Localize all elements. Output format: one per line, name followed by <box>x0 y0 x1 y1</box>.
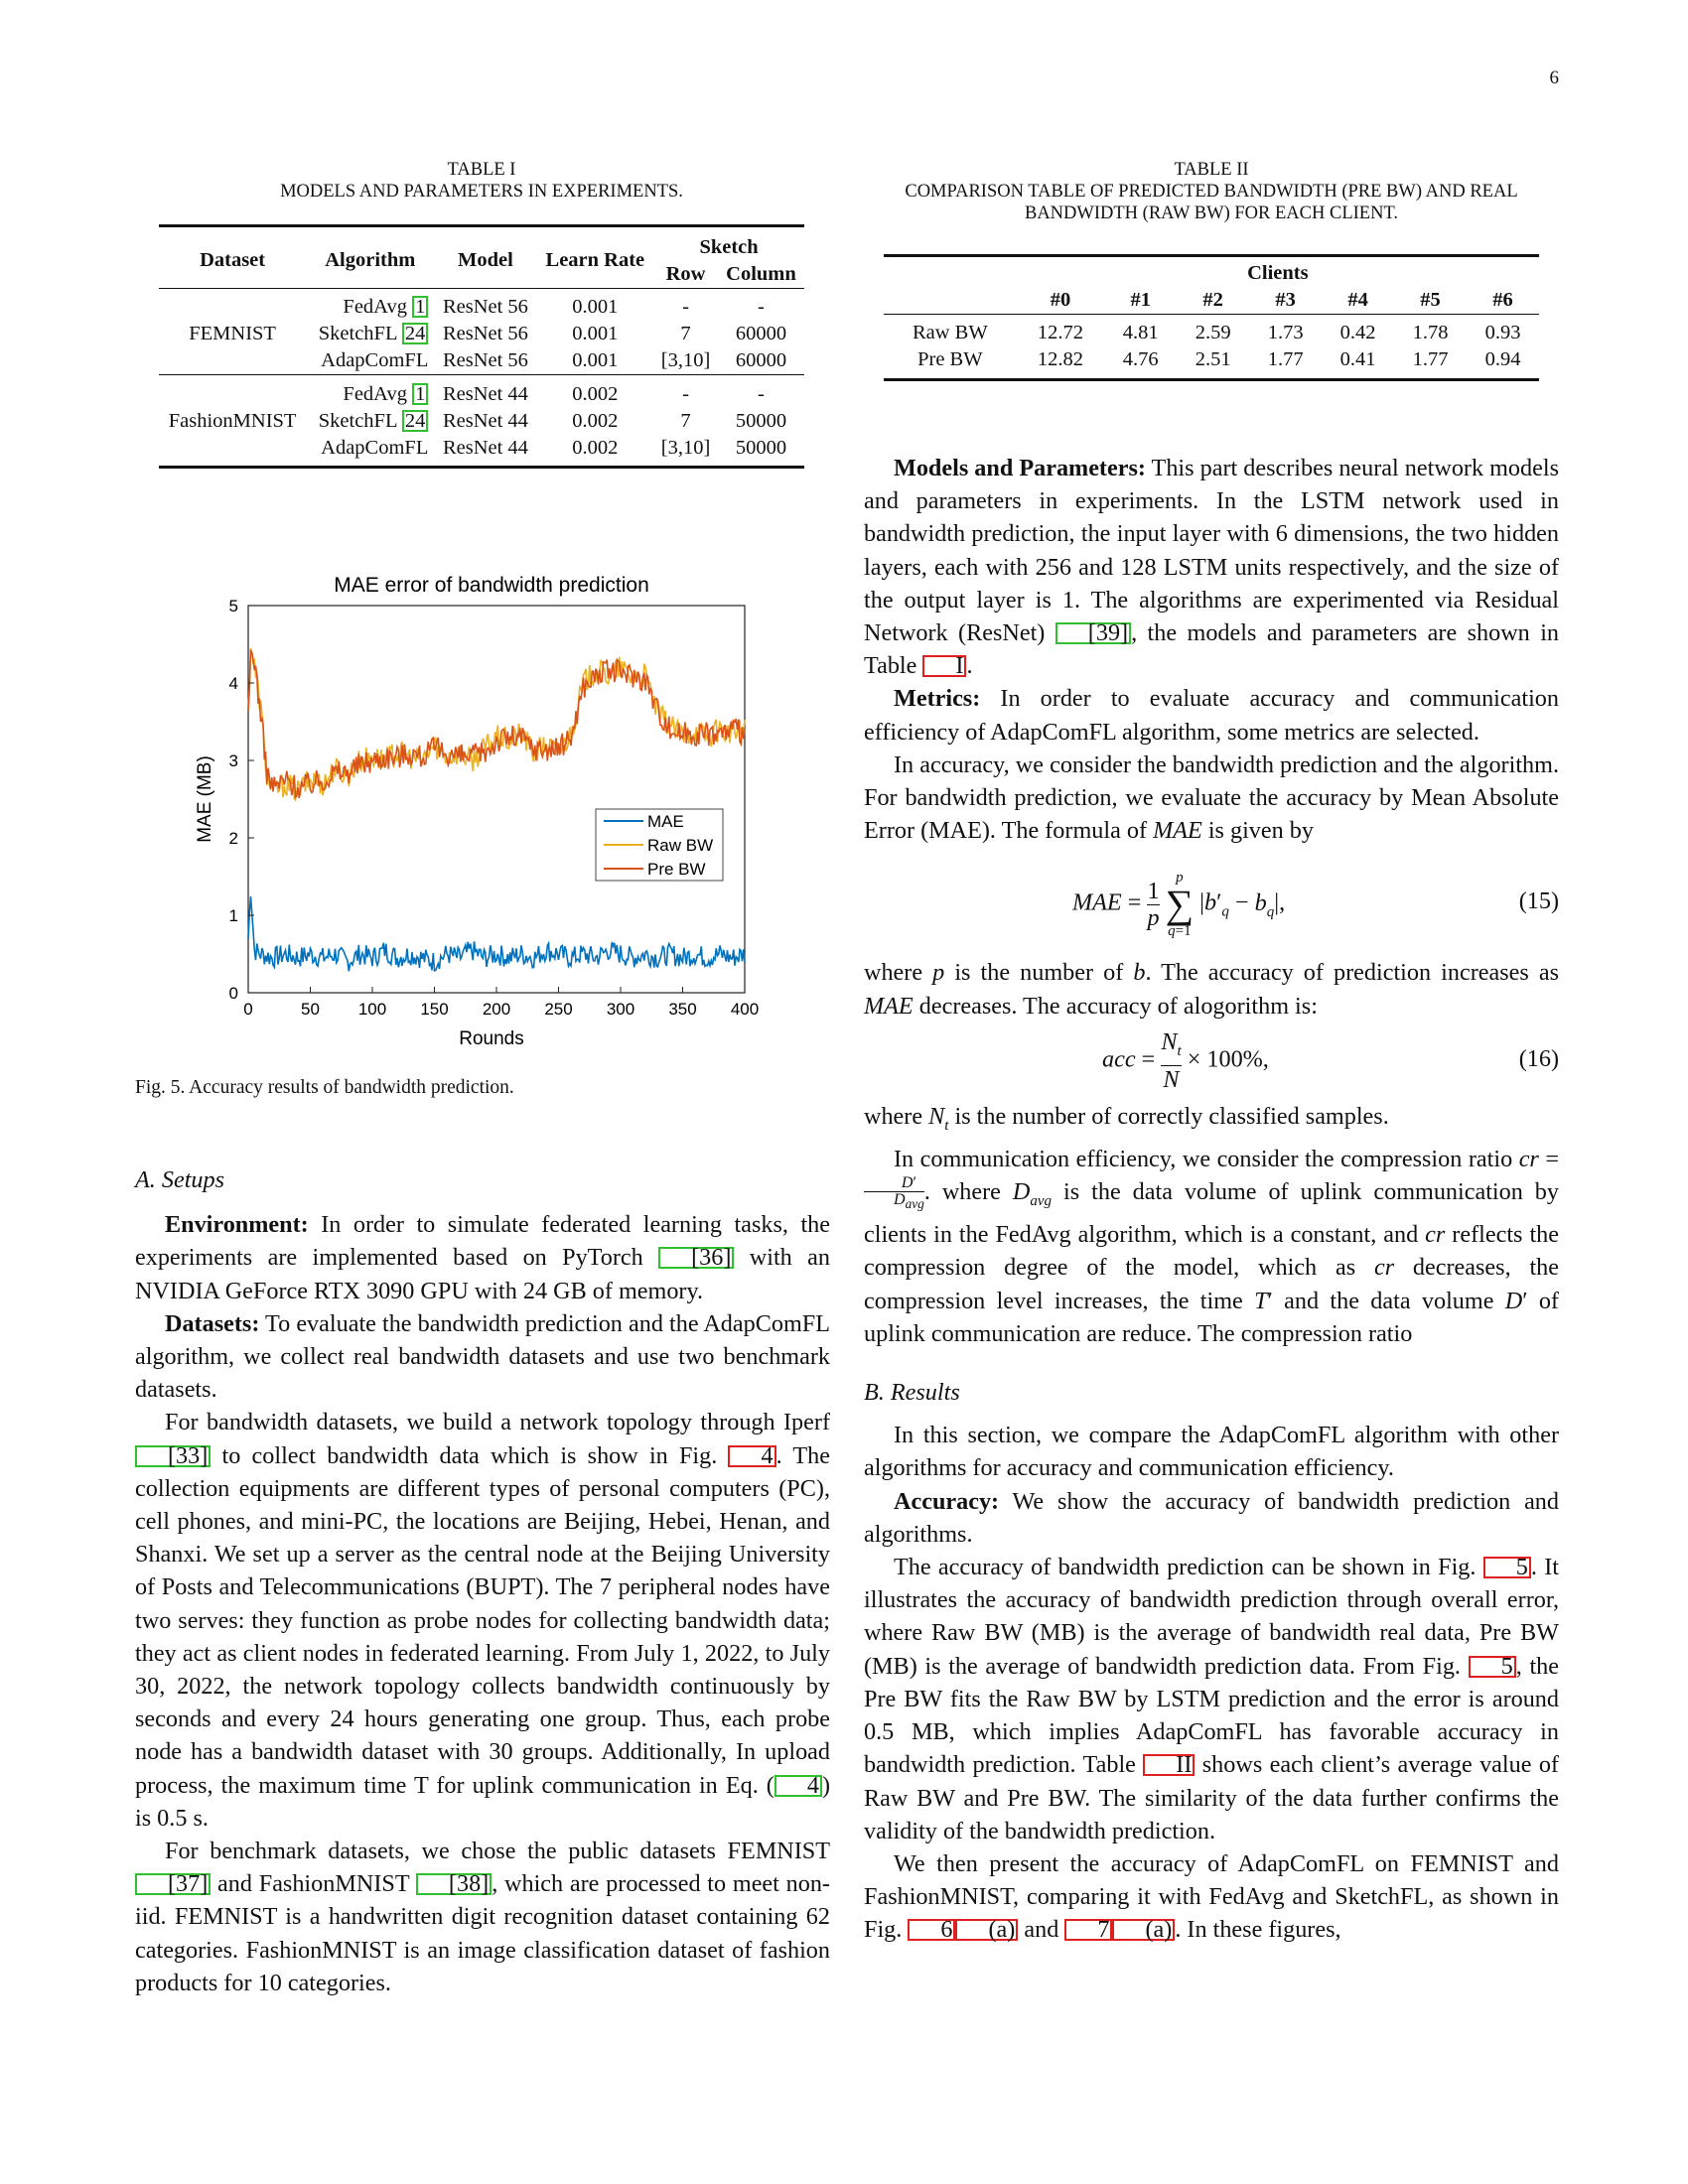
x-tick-label: 300 <box>606 1000 635 1019</box>
table-cell: 1.73 <box>1267 322 1304 343</box>
mae-chart <box>179 566 794 1052</box>
y-tick-label: 4 <box>228 674 238 693</box>
table-cell-algorithm: FedAvg 1 <box>306 381 434 408</box>
table-1-header-learn-rate: Learn Rate <box>545 249 645 271</box>
table-cell-column: 60000 <box>735 323 787 344</box>
table-2-label: TABLE II <box>1174 160 1249 180</box>
table-cell-model: ResNet 56 <box>442 323 528 344</box>
table-cell: 2.59 <box>1195 322 1231 343</box>
citation-link[interactable]: 1 <box>412 383 428 405</box>
table-cell-row: - <box>682 382 689 405</box>
chart-title: MAE error of bandwidth prediction <box>334 574 649 597</box>
x-tick-label: 100 <box>357 1000 387 1019</box>
table-row-label: Pre BW <box>917 348 983 370</box>
x-tick-label: 150 <box>420 1000 449 1019</box>
legend-label-mae: MAE <box>647 812 684 831</box>
y-tick-label: 3 <box>228 751 238 770</box>
paragraph-datasets: Datasets: To evaluate the bandwidth prediction and the AdapComFL algorithm, we collect real bandwidth datasets and use two benchmark datasets. <box>135 1309 830 1404</box>
table-1-caption: MODELS AND PARAMETERS IN EXPERIMENTS. <box>280 182 683 202</box>
table-1-label: TABLE I <box>447 160 516 180</box>
table-1-header-algorithm: Algorithm <box>325 249 416 271</box>
table-cell-row: 7 <box>680 323 691 344</box>
paragraph-fig5: The accuracy of bandwidth prediction can be shown in Fig. 5 . It illustrates the accuracy of bandwidth prediction through overall error, where Raw BW (MB) is the average of bandwidth real data, Pre BW (MB) is the average of bandwidth prediction data. From Fig. 5 , the Pre BW fits the Raw BW by LSTM prediction and the error is around 0.5 MB, which implies AdapComFL has favorable accuracy in bandwidth prediction. Table II shows each client’s average value of Raw BW and Pre BW. The similarity of the data further confirms the validity of the bandwidth prediction. <box>864 1554 1560 1844</box>
table-cell: 0.94 <box>1484 348 1521 370</box>
table-2-col: #5 <box>1420 288 1441 311</box>
table-2-col: #3 <box>1275 288 1296 311</box>
table-1-header-dataset: Dataset <box>200 249 266 271</box>
table-2-col: #6 <box>1492 288 1513 311</box>
table-cell-algorithm: AdapComFL <box>321 349 429 371</box>
y-axis-label: MAE (MB) <box>195 755 215 843</box>
table-cell: 0.42 <box>1339 322 1376 343</box>
figure-link[interactable]: 4 <box>728 1445 775 1467</box>
table-1-header-model: Model <box>458 249 513 271</box>
figure-link[interactable]: 6 <box>908 1919 955 1941</box>
paragraph-accuracy-intro: In accuracy, we consider the bandwidth prediction and the algorithm. For bandwidth prediction, we evaluate the accuracy by Mean Absolute Error (MAE). The formula of MAE is given by <box>864 751 1559 845</box>
table-cell: 12.82 <box>1037 348 1084 370</box>
figure-link[interactable]: 7 <box>1064 1919 1112 1941</box>
table-cell-lr: 0.002 <box>572 436 619 459</box>
section-a-heading: A. Setups <box>135 1166 225 1193</box>
table-row <box>884 320 1539 346</box>
equation-15-body: MAE = 1 p p ∑ q=1 $|b'_q - b_q|$, <box>1072 870 1286 940</box>
table-cell-column: - <box>758 296 765 318</box>
table-link[interactable]: I <box>922 655 966 677</box>
equation-link[interactable]: 4 <box>774 1775 822 1797</box>
table-cell-dataset: FEMNIST <box>189 323 276 344</box>
table-cell: 1.77 <box>1267 348 1304 370</box>
table-cell: 1.77 <box>1412 348 1449 370</box>
x-tick-label: 200 <box>482 1000 511 1019</box>
citation-link[interactable]: [36] <box>658 1247 734 1269</box>
table-2 <box>864 159 1559 381</box>
series-line-pre-bw <box>248 651 745 798</box>
table-cell-algorithm: SketchFL 24 <box>306 408 434 435</box>
table-2-col: #1 <box>1130 288 1151 311</box>
equation-15 <box>864 847 1559 956</box>
x-tick-label: 50 <box>301 1000 320 1019</box>
table-cell: 0.41 <box>1339 348 1376 370</box>
table-cell-lr: 0.002 <box>572 382 619 405</box>
table-cell: 4.76 <box>1122 348 1159 370</box>
chart-legend <box>596 809 723 881</box>
table-cell-algorithm: SketchFL 24 <box>306 321 434 347</box>
table-cell-column: 50000 <box>735 409 787 432</box>
table-cell: 0.93 <box>1484 322 1521 343</box>
table-1-header-row: Row <box>665 262 706 285</box>
y-tick-label: 2 <box>228 829 238 848</box>
citation-link[interactable]: [37] <box>135 1873 211 1895</box>
table-2-grid <box>884 254 1539 381</box>
table-cell-algorithm: AdapComFL <box>321 436 429 459</box>
paragraph-accuracy: Accuracy: We show the accuracy of bandwidth prediction and algorithms. <box>864 1487 1559 1548</box>
paragraph-environment: Environment: In order to simulate federated learning tasks, the experiments are implemented based on PyTorch [36] with an NVIDIA GeForce RTX 3090 GPU with 24 GB of memory. <box>135 1211 830 1304</box>
figure-link[interactable]: (a) <box>955 1919 1018 1941</box>
x-axis-label: Rounds <box>459 1028 524 1049</box>
legend-label-raw-bw: Raw BW <box>647 836 714 855</box>
x-tick-label: 400 <box>730 1000 760 1019</box>
paragraph-benchmark: For benchmark datasets, we chose the public datasets FEMNIST [37] and FashionMNIST [38] , which are processed to meet non-iid. FEMNIST is a handwritten digit recognition dataset containing 62 categories. FashionMNIST is an image classification dataset of fashion products for 10 categories. <box>135 1838 830 1996</box>
paragraph-metrics: Metrics: In order to evaluate accuracy and communication efficiency of AdapComFL algorithm, some metrics are selected. <box>864 685 1559 746</box>
table-cell: 1.78 <box>1412 322 1449 343</box>
table-cell-lr: 0.001 <box>572 323 619 344</box>
table-cell-model: ResNet 56 <box>442 349 528 371</box>
paragraph-where-p: where p is the number of b. The accuracy of prediction increases as MAE decreases. The accuracy of alogorithm is: <box>864 959 1559 1020</box>
equation-16-body: acc = $\frac{N_t}{N}$ × 100%, <box>1102 1027 1269 1093</box>
chart-frame <box>248 606 745 993</box>
equation-16 <box>864 1023 1559 1100</box>
x-tick-label: 250 <box>544 1000 573 1019</box>
table-1-grid <box>159 224 804 469</box>
table-cell-model: ResNet 56 <box>442 296 528 318</box>
paragraph-results: In this section, we compare the AdapComFL algorithm with other algorithms for accuracy and communication efficiency. <box>864 1422 1559 1482</box>
table-2-col: #0 <box>1050 288 1071 311</box>
citation-link[interactable]: 24 <box>402 323 429 344</box>
series-line-mae <box>248 896 745 971</box>
table-cell-column: - <box>758 382 765 405</box>
table-2-col: #2 <box>1202 288 1223 311</box>
paragraph-bandwidth: For bandwidth datasets, we build a network topology through Iperf [33] to collect bandwidth data which is show in Fig. 4 . The collection equipments are different types of personal computers (PC), cell phones, and mini-PC, the locations are Beijing, Hebei, Henan, and Shanxi. We set up a server as the central node at the Beijing University of Posts and Telecommunications (BUPT). The 7 peripheral nodes have two serves: they function as probe nodes for collecting bandwidth data; they act as client nodes in federated learning. From July 1, 2022, to July 30, 2022, the network topology collects bandwidth continuously by seconds and every 24 hours generating one group. Thus, each probe node has a bandwidth dataset with 30 groups. Additionally, In upload process, the maximum time T for uplink communication in Eq. ( 4 ) is 0.5 s. <box>135 1409 830 1832</box>
table-cell-lr: 0.002 <box>572 409 619 432</box>
table-cell-lr: 0.001 <box>572 296 619 318</box>
table-cell-model: ResNet 44 <box>442 382 528 405</box>
table-row <box>159 294 804 321</box>
table-link[interactable]: II <box>1143 1754 1195 1776</box>
paragraph-communication: In communication efficiency, we consider the compression ratio cr = D′ $D_{avg}$ . where $D_{avg}$ is the data volume of uplink communication by clients in the FedAvg algorithm, which is a constant, and cr reflects the compression degree of the model, which as cr decreases, the compression level increases, the time T′ and the data volume D′ of uplink communication are reduce. The compression ratio <box>864 1145 1560 1347</box>
table-cell-algorithm: FedAvg 1 <box>306 294 434 321</box>
figure-link[interactable]: (a) <box>1112 1919 1175 1941</box>
table-cell-row: 7 <box>680 409 691 432</box>
table-2-caption-line2: BANDWIDTH (RAW BW) FOR EACH CLIENT. <box>1024 204 1399 223</box>
table-row-label: Raw BW <box>912 322 988 343</box>
table-1-header-sketch: Sketch <box>699 235 759 258</box>
citation-link[interactable]: [33] <box>135 1445 211 1467</box>
table-2-col: #4 <box>1347 288 1368 311</box>
table-1 <box>159 159 804 469</box>
citation-link[interactable]: 24 <box>402 410 429 432</box>
table-cell-column: 50000 <box>735 436 787 459</box>
page-number: 6 <box>1549 68 1559 88</box>
left-column <box>135 1163 830 1999</box>
equation-16-number: (16) <box>1518 1044 1559 1072</box>
y-tick-label: 0 <box>228 984 238 1003</box>
table-cell: 4.81 <box>1122 322 1159 343</box>
paragraph-where-nt: where $N_t$ is the number of correctly classified samples. <box>864 1102 1389 1134</box>
table-2-caption-line1: COMPARISON TABLE OF PREDICTED BANDWIDTH (PRE BW) AND REAL <box>905 182 1518 202</box>
table-cell-row: [3,10] <box>660 349 711 371</box>
figure-caption: Fig. 5. Accuracy results of bandwidth prediction. <box>135 1077 514 1098</box>
table-cell-model: ResNet 44 <box>442 409 528 432</box>
x-tick-label: 0 <box>243 1000 253 1019</box>
figure-link[interactable]: 5 <box>1483 1557 1531 1578</box>
x-tick-label: 350 <box>668 1000 697 1019</box>
legend-label-pre-bw: Pre BW <box>647 860 706 879</box>
table-cell-dataset: FashionMNIST <box>168 409 297 432</box>
figure-link[interactable]: 5 <box>1469 1656 1516 1678</box>
citation-link[interactable]: [38] <box>416 1873 492 1895</box>
table-1-header-column: Column <box>726 262 796 285</box>
table-row <box>159 381 804 408</box>
table-cell: 2.51 <box>1195 348 1231 370</box>
table-cell-row: - <box>682 296 689 318</box>
table-cell-row: [3,10] <box>660 436 711 459</box>
table-cell-lr: 0.001 <box>572 349 619 371</box>
paragraph-algorithms: We then present the accuracy of AdapComFL on FEMNIST and FashionMNIST, comparing it with FedAvg and SketchFL, as shown in Fig. 6 (a) and 7 (a) . In these figures, <box>864 1849 1559 1944</box>
paragraph-models: Models and Parameters: This part describes neural network models and parameters in experiments. In the LSTM network used in bandwidth prediction, the input layer with 6 dimensions, the two hidden layers, each with 256 and 128 LSTM units respectively, and the size of the output layer is 1. The algorithms are experimented via Residual Network (ResNet) [39] , the models and parameters are shown in Table I . <box>864 455 1560 680</box>
table-row <box>884 346 1539 373</box>
citation-link[interactable]: 1 <box>412 296 428 318</box>
table-cell-column: 60000 <box>735 349 787 371</box>
y-tick-label: 1 <box>228 906 238 925</box>
citation-link[interactable]: [39] <box>1055 622 1131 644</box>
y-tick-label: 5 <box>228 597 238 615</box>
table-cell: 12.72 <box>1037 322 1084 343</box>
right-column <box>864 452 1559 1947</box>
table-cell-model: ResNet 44 <box>442 436 528 459</box>
equation-15-number: (15) <box>1518 887 1559 915</box>
section-b-heading: B. Results <box>864 1379 960 1407</box>
table-2-group-header: Clients <box>1247 261 1309 284</box>
